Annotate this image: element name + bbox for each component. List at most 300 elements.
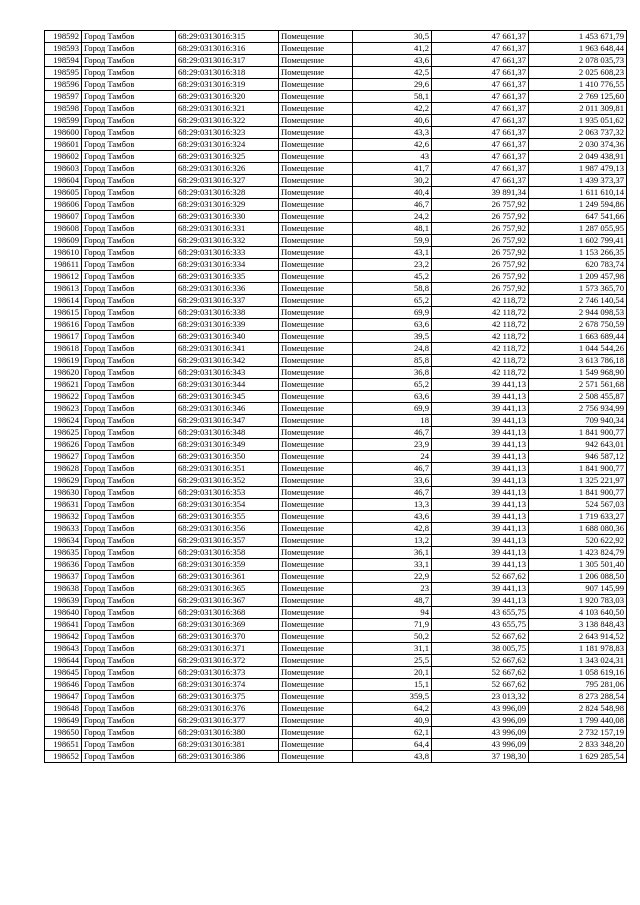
cadastral-value-cell: 2 756 934,99 bbox=[529, 403, 627, 415]
city-cell: Город Тамбов bbox=[82, 223, 176, 235]
table-row bbox=[45, 115, 627, 127]
object-type-cell: Помещение bbox=[279, 739, 353, 751]
cadastral-number-cell: 68:29:0313016:340 bbox=[176, 331, 279, 343]
row-number: 198615 bbox=[45, 307, 82, 319]
city-cell: Город Тамбов bbox=[82, 31, 176, 43]
cadastral-number-cell: 68:29:0313016:315 bbox=[176, 31, 279, 43]
table-row bbox=[45, 31, 627, 43]
city-cell: Город Тамбов bbox=[82, 703, 176, 715]
cadastral-number-cell: 68:29:0313016:317 bbox=[176, 55, 279, 67]
unit-value-cell: 39 441,13 bbox=[432, 511, 529, 523]
city-cell: Город Тамбов bbox=[82, 403, 176, 415]
area-cell: 65,2 bbox=[353, 379, 432, 391]
cadastral-number-cell: 68:29:0313016:321 bbox=[176, 103, 279, 115]
object-type-cell: Помещение bbox=[279, 103, 353, 115]
cadastral-value-cell: 795 281,06 bbox=[529, 679, 627, 691]
area-cell: 40,9 bbox=[353, 715, 432, 727]
object-type-cell: Помещение bbox=[279, 67, 353, 79]
city-cell: Город Тамбов bbox=[82, 235, 176, 247]
cadastral-value-cell: 907 145,99 bbox=[529, 583, 627, 595]
table-row bbox=[45, 739, 627, 751]
cadastral-number-cell: 68:29:0313016:337 bbox=[176, 295, 279, 307]
table-row bbox=[45, 643, 627, 655]
city-cell: Город Тамбов bbox=[82, 55, 176, 67]
city-cell: Город Тамбов bbox=[82, 391, 176, 403]
city-cell: Город Тамбов bbox=[82, 451, 176, 463]
object-type-cell: Помещение bbox=[279, 511, 353, 523]
unit-value-cell: 43 996,09 bbox=[432, 727, 529, 739]
unit-value-cell: 39 441,13 bbox=[432, 415, 529, 427]
cadastral-number-cell: 68:29:0313016:376 bbox=[176, 703, 279, 715]
area-cell: 46,7 bbox=[353, 199, 432, 211]
row-number: 198605 bbox=[45, 187, 82, 199]
cadastral-value-cell: 2 746 140,54 bbox=[529, 295, 627, 307]
object-type-cell: Помещение bbox=[279, 79, 353, 91]
row-number: 198607 bbox=[45, 211, 82, 223]
area-cell: 69,9 bbox=[353, 307, 432, 319]
unit-value-cell: 47 661,37 bbox=[432, 43, 529, 55]
city-cell: Город Тамбов bbox=[82, 439, 176, 451]
area-cell: 25,5 bbox=[353, 655, 432, 667]
row-number: 198606 bbox=[45, 199, 82, 211]
unit-value-cell: 52 667,62 bbox=[432, 655, 529, 667]
object-type-cell: Помещение bbox=[279, 43, 353, 55]
row-number: 198649 bbox=[45, 715, 82, 727]
unit-value-cell: 39 441,13 bbox=[432, 427, 529, 439]
unit-value-cell: 39 441,13 bbox=[432, 391, 529, 403]
area-cell: 42,8 bbox=[353, 523, 432, 535]
city-cell: Город Тамбов bbox=[82, 427, 176, 439]
cadastral-number-cell: 68:29:0313016:356 bbox=[176, 523, 279, 535]
city-cell: Город Тамбов bbox=[82, 691, 176, 703]
cadastral-value-cell: 1 841 900,77 bbox=[529, 487, 627, 499]
table-row bbox=[45, 523, 627, 535]
city-cell: Город Тамбов bbox=[82, 343, 176, 355]
row-number: 198603 bbox=[45, 163, 82, 175]
object-type-cell: Помещение bbox=[279, 643, 353, 655]
area-cell: 48,7 bbox=[353, 595, 432, 607]
unit-value-cell: 43 655,75 bbox=[432, 619, 529, 631]
cadastral-value-cell: 1 602 799,41 bbox=[529, 235, 627, 247]
cadastral-number-cell: 68:29:0313016:349 bbox=[176, 439, 279, 451]
area-cell: 31,1 bbox=[353, 643, 432, 655]
object-type-cell: Помещение bbox=[279, 259, 353, 271]
cadastral-number-cell: 68:29:0313016:325 bbox=[176, 151, 279, 163]
cadastral-number-cell: 68:29:0313016:348 bbox=[176, 427, 279, 439]
object-type-cell: Помещение bbox=[279, 631, 353, 643]
object-type-cell: Помещение bbox=[279, 463, 353, 475]
area-cell: 18 bbox=[353, 415, 432, 427]
row-number: 198626 bbox=[45, 439, 82, 451]
table-row bbox=[45, 727, 627, 739]
area-cell: 30,2 bbox=[353, 175, 432, 187]
cadastral-value-cell: 1 249 594,86 bbox=[529, 199, 627, 211]
cadastral-value-cell: 2 063 737,32 bbox=[529, 127, 627, 139]
object-type-cell: Помещение bbox=[279, 319, 353, 331]
area-cell: 46,7 bbox=[353, 427, 432, 439]
row-number: 198619 bbox=[45, 355, 82, 367]
cadastral-value-cell: 1 719 633,27 bbox=[529, 511, 627, 523]
area-cell: 36,1 bbox=[353, 547, 432, 559]
row-number: 198627 bbox=[45, 451, 82, 463]
cadastral-number-cell: 68:29:0313016:357 bbox=[176, 535, 279, 547]
city-cell: Город Тамбов bbox=[82, 475, 176, 487]
table-row bbox=[45, 439, 627, 451]
row-number: 198622 bbox=[45, 391, 82, 403]
cadastral-number-cell: 68:29:0313016:386 bbox=[176, 751, 279, 763]
unit-value-cell: 52 667,62 bbox=[432, 667, 529, 679]
unit-value-cell: 47 661,37 bbox=[432, 31, 529, 43]
row-number: 198609 bbox=[45, 235, 82, 247]
unit-value-cell: 23 013,32 bbox=[432, 691, 529, 703]
row-number: 198614 bbox=[45, 295, 82, 307]
row-number: 198630 bbox=[45, 487, 82, 499]
unit-value-cell: 26 757,92 bbox=[432, 283, 529, 295]
cadastral-value-cell: 1 935 051,62 bbox=[529, 115, 627, 127]
row-number: 198598 bbox=[45, 103, 82, 115]
cadastral-number-cell: 68:29:0313016:341 bbox=[176, 343, 279, 355]
unit-value-cell: 47 661,37 bbox=[432, 163, 529, 175]
cadastral-value-cell: 1 920 783,03 bbox=[529, 595, 627, 607]
area-cell: 71,9 bbox=[353, 619, 432, 631]
cadastral-value-cell: 2 944 098,53 bbox=[529, 307, 627, 319]
table-row bbox=[45, 355, 627, 367]
row-number: 198604 bbox=[45, 175, 82, 187]
unit-value-cell: 47 661,37 bbox=[432, 127, 529, 139]
row-number: 198633 bbox=[45, 523, 82, 535]
area-cell: 22,9 bbox=[353, 571, 432, 583]
row-number: 198625 bbox=[45, 427, 82, 439]
unit-value-cell: 47 661,37 bbox=[432, 103, 529, 115]
row-number: 198602 bbox=[45, 151, 82, 163]
area-cell: 63,6 bbox=[353, 319, 432, 331]
city-cell: Город Тамбов bbox=[82, 559, 176, 571]
city-cell: Город Тамбов bbox=[82, 535, 176, 547]
city-cell: Город Тамбов bbox=[82, 379, 176, 391]
cadastral-number-cell: 68:29:0313016:338 bbox=[176, 307, 279, 319]
area-cell: 48,1 bbox=[353, 223, 432, 235]
table-row bbox=[45, 547, 627, 559]
cadastral-value-cell: 709 940,34 bbox=[529, 415, 627, 427]
cadastral-number-cell: 68:29:0313016:339 bbox=[176, 319, 279, 331]
unit-value-cell: 47 661,37 bbox=[432, 79, 529, 91]
row-number: 198594 bbox=[45, 55, 82, 67]
row-number: 198600 bbox=[45, 127, 82, 139]
cadastral-number-cell: 68:29:0313016:374 bbox=[176, 679, 279, 691]
cadastral-value-cell: 1 410 776,55 bbox=[529, 79, 627, 91]
table-row bbox=[45, 211, 627, 223]
cadastral-number-cell: 68:29:0313016:369 bbox=[176, 619, 279, 631]
unit-value-cell: 47 661,37 bbox=[432, 139, 529, 151]
row-number: 198646 bbox=[45, 679, 82, 691]
cadastral-value-cell: 1 423 824,79 bbox=[529, 547, 627, 559]
cadastral-value-cell: 1 439 373,37 bbox=[529, 175, 627, 187]
table-row bbox=[45, 139, 627, 151]
city-cell: Город Тамбов bbox=[82, 307, 176, 319]
area-cell: 65,2 bbox=[353, 295, 432, 307]
table-row bbox=[45, 103, 627, 115]
city-cell: Город Тамбов bbox=[82, 127, 176, 139]
cadastral-number-cell: 68:29:0313016:368 bbox=[176, 607, 279, 619]
table-row bbox=[45, 535, 627, 547]
cadastral-value-cell: 1 799 440,08 bbox=[529, 715, 627, 727]
row-number: 198641 bbox=[45, 619, 82, 631]
object-type-cell: Помещение bbox=[279, 115, 353, 127]
city-cell: Город Тамбов bbox=[82, 151, 176, 163]
city-cell: Город Тамбов bbox=[82, 115, 176, 127]
table-row bbox=[45, 559, 627, 571]
row-number: 198595 bbox=[45, 67, 82, 79]
area-cell: 46,7 bbox=[353, 463, 432, 475]
table-row bbox=[45, 607, 627, 619]
cadastral-number-cell: 68:29:0313016:358 bbox=[176, 547, 279, 559]
city-cell: Город Тамбов bbox=[82, 739, 176, 751]
object-type-cell: Помещение bbox=[279, 679, 353, 691]
cadastral-number-cell: 68:29:0313016:377 bbox=[176, 715, 279, 727]
unit-value-cell: 26 757,92 bbox=[432, 271, 529, 283]
unit-value-cell: 47 661,37 bbox=[432, 55, 529, 67]
cadastral-value-cell: 1 987 479,13 bbox=[529, 163, 627, 175]
cadastral-value-cell: 2 769 125,60 bbox=[529, 91, 627, 103]
city-cell: Город Тамбов bbox=[82, 715, 176, 727]
cadastral-value-cell: 1 305 501,40 bbox=[529, 559, 627, 571]
cadastral-number-cell: 68:29:0313016:370 bbox=[176, 631, 279, 643]
row-number: 198642 bbox=[45, 631, 82, 643]
cadastral-value-table bbox=[44, 30, 627, 763]
cadastral-number-cell: 68:29:0313016:324 bbox=[176, 139, 279, 151]
unit-value-cell: 47 661,37 bbox=[432, 151, 529, 163]
table-row bbox=[45, 247, 627, 259]
unit-value-cell: 47 661,37 bbox=[432, 115, 529, 127]
row-number: 198647 bbox=[45, 691, 82, 703]
unit-value-cell: 39 441,13 bbox=[432, 547, 529, 559]
cadastral-number-cell: 68:29:0313016:344 bbox=[176, 379, 279, 391]
cadastral-value-cell: 1 206 088,50 bbox=[529, 571, 627, 583]
cadastral-value-cell: 1 453 671,79 bbox=[529, 31, 627, 43]
area-cell: 64,4 bbox=[353, 739, 432, 751]
table-row bbox=[45, 343, 627, 355]
city-cell: Город Тамбов bbox=[82, 211, 176, 223]
unit-value-cell: 39 441,13 bbox=[432, 523, 529, 535]
cadastral-value-cell: 2 508 455,87 bbox=[529, 391, 627, 403]
cadastral-value-cell: 2 678 750,59 bbox=[529, 319, 627, 331]
cadastral-number-cell: 68:29:0313016:372 bbox=[176, 655, 279, 667]
area-cell: 33,1 bbox=[353, 559, 432, 571]
object-type-cell: Помещение bbox=[279, 607, 353, 619]
cadastral-number-cell: 68:29:0313016:354 bbox=[176, 499, 279, 511]
area-cell: 13,2 bbox=[353, 535, 432, 547]
city-cell: Город Тамбов bbox=[82, 655, 176, 667]
object-type-cell: Помещение bbox=[279, 403, 353, 415]
cadastral-value-cell: 1 573 365,70 bbox=[529, 283, 627, 295]
row-number: 198616 bbox=[45, 319, 82, 331]
cadastral-value-cell: 2 824 548,98 bbox=[529, 703, 627, 715]
table-row bbox=[45, 367, 627, 379]
table-row bbox=[45, 655, 627, 667]
city-cell: Город Тамбов bbox=[82, 199, 176, 211]
unit-value-cell: 47 661,37 bbox=[432, 91, 529, 103]
area-cell: 40,4 bbox=[353, 187, 432, 199]
row-number: 198635 bbox=[45, 547, 82, 559]
city-cell: Город Тамбов bbox=[82, 175, 176, 187]
city-cell: Город Тамбов bbox=[82, 355, 176, 367]
city-cell: Город Тамбов bbox=[82, 187, 176, 199]
cadastral-number-cell: 68:29:0313016:322 bbox=[176, 115, 279, 127]
cadastral-value-cell: 1 287 055,95 bbox=[529, 223, 627, 235]
area-cell: 59,9 bbox=[353, 235, 432, 247]
cadastral-number-cell: 68:29:0313016:326 bbox=[176, 163, 279, 175]
area-cell: 23,2 bbox=[353, 259, 432, 271]
city-cell: Город Тамбов bbox=[82, 43, 176, 55]
city-cell: Город Тамбов bbox=[82, 79, 176, 91]
unit-value-cell: 26 757,92 bbox=[432, 199, 529, 211]
unit-value-cell: 39 441,13 bbox=[432, 487, 529, 499]
table-row bbox=[45, 199, 627, 211]
table-row bbox=[45, 331, 627, 343]
row-number: 198623 bbox=[45, 403, 82, 415]
object-type-cell: Помещение bbox=[279, 199, 353, 211]
object-type-cell: Помещение bbox=[279, 175, 353, 187]
unit-value-cell: 26 757,92 bbox=[432, 247, 529, 259]
object-type-cell: Помещение bbox=[279, 163, 353, 175]
object-type-cell: Помещение bbox=[279, 55, 353, 67]
object-type-cell: Помещение bbox=[279, 703, 353, 715]
table-row bbox=[45, 175, 627, 187]
table-row bbox=[45, 163, 627, 175]
row-number: 198621 bbox=[45, 379, 82, 391]
city-cell: Город Тамбов bbox=[82, 727, 176, 739]
row-number: 198639 bbox=[45, 595, 82, 607]
cadastral-number-cell: 68:29:0313016:343 bbox=[176, 367, 279, 379]
cadastral-value-cell: 2 049 438,91 bbox=[529, 151, 627, 163]
row-number: 198636 bbox=[45, 559, 82, 571]
cadastral-number-cell: 68:29:0313016:351 bbox=[176, 463, 279, 475]
unit-value-cell: 43 996,09 bbox=[432, 715, 529, 727]
table-row bbox=[45, 571, 627, 583]
row-number: 198634 bbox=[45, 535, 82, 547]
area-cell: 13,3 bbox=[353, 499, 432, 511]
city-cell: Город Тамбов bbox=[82, 595, 176, 607]
object-type-cell: Помещение bbox=[279, 727, 353, 739]
city-cell: Город Тамбов bbox=[82, 487, 176, 499]
table-row bbox=[45, 595, 627, 607]
row-number: 198611 bbox=[45, 259, 82, 271]
row-number: 198608 bbox=[45, 223, 82, 235]
table-row bbox=[45, 463, 627, 475]
area-cell: 58,8 bbox=[353, 283, 432, 295]
city-cell: Город Тамбов bbox=[82, 547, 176, 559]
unit-value-cell: 26 757,92 bbox=[432, 223, 529, 235]
table-row bbox=[45, 319, 627, 331]
city-cell: Город Тамбов bbox=[82, 679, 176, 691]
table-row bbox=[45, 283, 627, 295]
table-row bbox=[45, 451, 627, 463]
cadastral-value-cell: 2 833 348,20 bbox=[529, 739, 627, 751]
object-type-cell: Помещение bbox=[279, 187, 353, 199]
table-row bbox=[45, 391, 627, 403]
city-cell: Город Тамбов bbox=[82, 463, 176, 475]
object-type-cell: Помещение bbox=[279, 691, 353, 703]
city-cell: Город Тамбов bbox=[82, 67, 176, 79]
cadastral-number-cell: 68:29:0313016:334 bbox=[176, 259, 279, 271]
area-cell: 39,5 bbox=[353, 331, 432, 343]
unit-value-cell: 38 005,75 bbox=[432, 643, 529, 655]
city-cell: Город Тамбов bbox=[82, 139, 176, 151]
object-type-cell: Помещение bbox=[279, 151, 353, 163]
row-number: 198640 bbox=[45, 607, 82, 619]
area-cell: 45,2 bbox=[353, 271, 432, 283]
cadastral-value-cell: 2 030 374,36 bbox=[529, 139, 627, 151]
area-cell: 29,6 bbox=[353, 79, 432, 91]
unit-value-cell: 43 655,75 bbox=[432, 607, 529, 619]
row-number: 198596 bbox=[45, 79, 82, 91]
city-cell: Город Тамбов bbox=[82, 523, 176, 535]
cadastral-value-cell: 1 611 610,14 bbox=[529, 187, 627, 199]
cadastral-value-cell: 3 138 848,43 bbox=[529, 619, 627, 631]
table-row bbox=[45, 187, 627, 199]
object-type-cell: Помещение bbox=[279, 211, 353, 223]
cadastral-value-cell: 1 209 457,98 bbox=[529, 271, 627, 283]
cadastral-value-cell: 1 181 978,83 bbox=[529, 643, 627, 655]
row-number: 198624 bbox=[45, 415, 82, 427]
row-number: 198592 bbox=[45, 31, 82, 43]
row-number: 198631 bbox=[45, 499, 82, 511]
object-type-cell: Помещение bbox=[279, 547, 353, 559]
cadastral-value-cell: 8 273 288,54 bbox=[529, 691, 627, 703]
table-row bbox=[45, 475, 627, 487]
city-cell: Город Тамбов bbox=[82, 583, 176, 595]
cadastral-value-cell: 647 541,66 bbox=[529, 211, 627, 223]
table-row bbox=[45, 295, 627, 307]
cadastral-number-cell: 68:29:0313016:342 bbox=[176, 355, 279, 367]
object-type-cell: Помещение bbox=[279, 343, 353, 355]
area-cell: 30,5 bbox=[353, 31, 432, 43]
cadastral-number-cell: 68:29:0313016:345 bbox=[176, 391, 279, 403]
object-type-cell: Помещение bbox=[279, 751, 353, 763]
city-cell: Город Тамбов bbox=[82, 511, 176, 523]
unit-value-cell: 52 667,62 bbox=[432, 679, 529, 691]
cadastral-value-cell: 1 841 900,77 bbox=[529, 463, 627, 475]
cadastral-value-cell: 4 103 640,50 bbox=[529, 607, 627, 619]
area-cell: 36,8 bbox=[353, 367, 432, 379]
city-cell: Город Тамбов bbox=[82, 259, 176, 271]
area-cell: 69,9 bbox=[353, 403, 432, 415]
cadastral-number-cell: 68:29:0313016:359 bbox=[176, 559, 279, 571]
table-row bbox=[45, 235, 627, 247]
cadastral-value-cell: 520 622,92 bbox=[529, 535, 627, 547]
object-type-cell: Помещение bbox=[279, 91, 353, 103]
cadastral-number-cell: 68:29:0313016:323 bbox=[176, 127, 279, 139]
city-cell: Город Тамбов bbox=[82, 607, 176, 619]
area-cell: 94 bbox=[353, 607, 432, 619]
cadastral-number-cell: 68:29:0313016:375 bbox=[176, 691, 279, 703]
city-cell: Город Тамбов bbox=[82, 271, 176, 283]
table-row bbox=[45, 43, 627, 55]
object-type-cell: Помещение bbox=[279, 295, 353, 307]
table-row bbox=[45, 67, 627, 79]
city-cell: Город Тамбов bbox=[82, 103, 176, 115]
unit-value-cell: 39 441,13 bbox=[432, 499, 529, 511]
row-number: 198601 bbox=[45, 139, 82, 151]
table-row bbox=[45, 715, 627, 727]
unit-value-cell: 39 441,13 bbox=[432, 595, 529, 607]
object-type-cell: Помещение bbox=[279, 619, 353, 631]
unit-value-cell: 39 441,13 bbox=[432, 583, 529, 595]
object-type-cell: Помещение bbox=[279, 139, 353, 151]
object-type-cell: Помещение bbox=[279, 331, 353, 343]
cadastral-number-cell: 68:29:0313016:347 bbox=[176, 415, 279, 427]
table-row bbox=[45, 631, 627, 643]
